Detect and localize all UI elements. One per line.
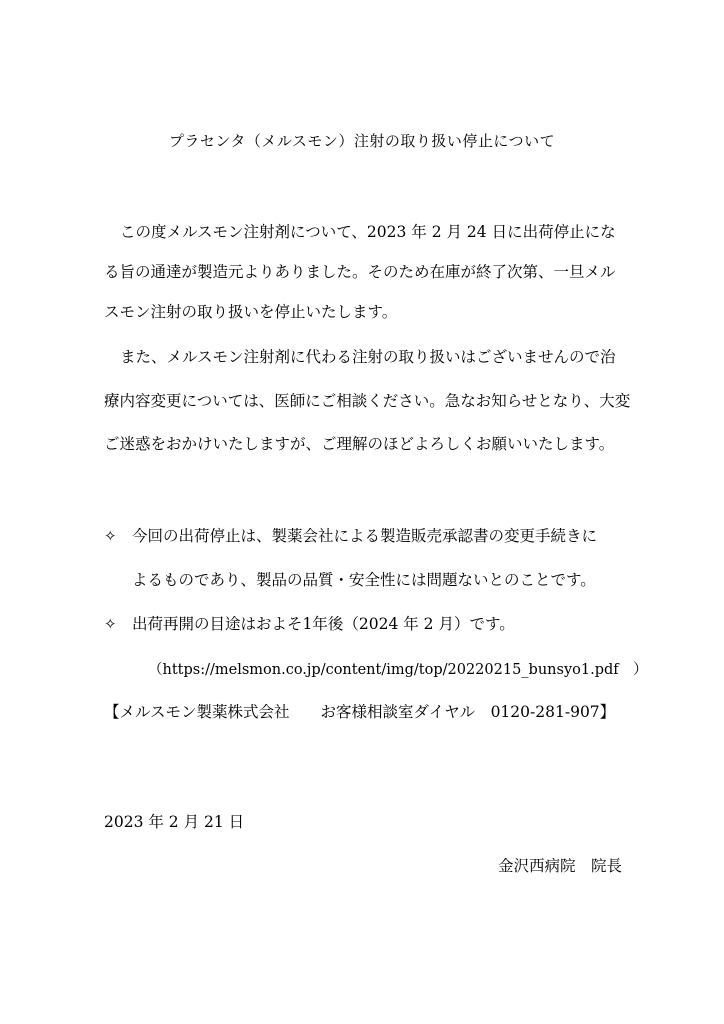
- document-title: プラセンタ（メルスモン）注射の取り扱い停止について: [168, 132, 556, 150]
- bullet-1-line-2: よるものであり、製品の品質・安全性には問題ないとのことです。: [132, 571, 596, 589]
- paragraph-1-line-2: る旨の通達が製造元よりありました。そのため在庫が終了次第、一旦メル: [104, 263, 616, 281]
- paragraph-1-line-1: この度メルスモン注射剤について、2023 年 2 月 24 日に出荷停止にな: [120, 223, 616, 241]
- signature: 金沢西病院 院長: [497, 857, 622, 875]
- reference-url: （https://melsmon.co.jp/content/img/top/20220215_bunsyo1.pdf ）: [148, 662, 648, 678]
- bullet-1-line-1: 今回の出荷停止は、製薬会社による製造販売承認書の変更手続きに: [132, 527, 598, 545]
- paragraph-2-line-3: ご迷惑をおかけいたしますが、ご理解のほどよろしくお願いいたします。: [104, 435, 615, 453]
- notice-date: 2023 年 2 月 21 日: [104, 813, 245, 831]
- contact-info: 【メルスモン製薬株式会社 お客様相談室ダイヤル 0120-281-907】: [104, 703, 616, 721]
- paragraph-1-line-3: スモン注射の取り扱いを停止いたします。: [104, 303, 398, 321]
- sparkle-bullet-icon: ✧: [104, 615, 117, 633]
- paragraph-2-line-2: 療内容変更については、医師にご相談ください。急なお知らせとなり、大変: [104, 392, 631, 410]
- bullet-2-line-1: 出荷再開の目途はおよそ1年後（2024 年 2 月）です。: [132, 615, 515, 633]
- paragraph-2-line-1: また、メルスモン注射剤に代わる注射の取り扱いはございませんので治: [120, 348, 616, 366]
- sparkle-bullet-icon: ✧: [104, 527, 117, 545]
